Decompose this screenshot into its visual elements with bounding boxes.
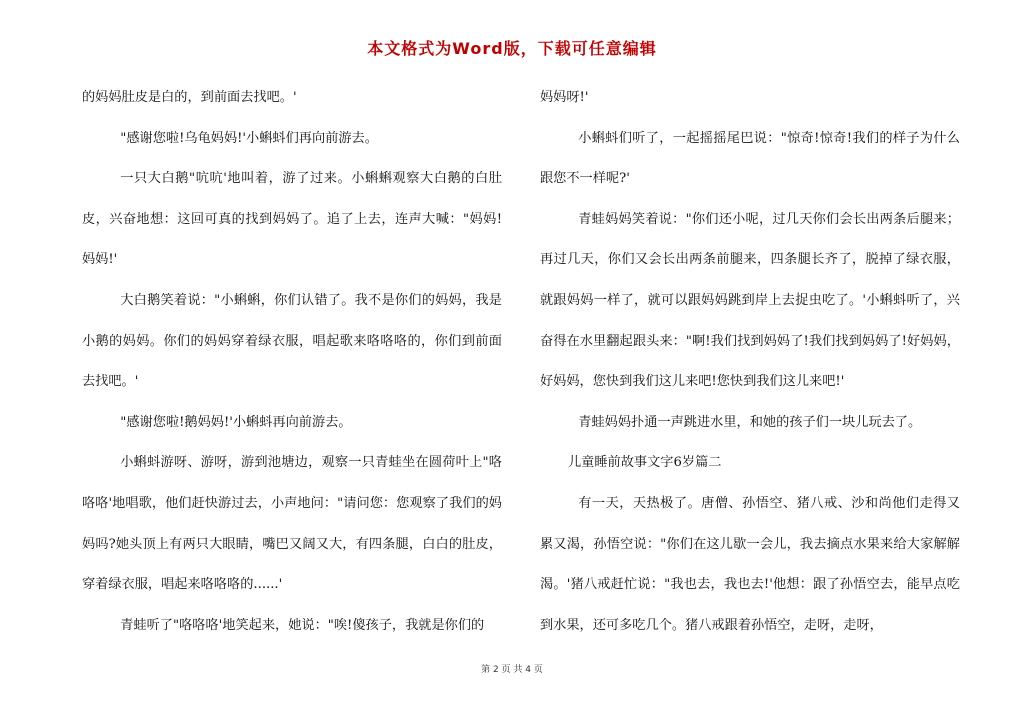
paragraph: "感谢您啦!乌龟妈妈!'小蝌蚪们再向前游去。 bbox=[120, 130, 378, 146]
paragraph: 青蛙妈妈笑着说："你们还小呢，过几天你们会长出两条后腿来；再过几天，你们又会长出两条前腿来，四条腿长齐了，脱掉了绿衣服，就跟妈妈一样了，就可以跟妈妈跳到岸上去捉虫吃了。'小蝌蚪听了，兴奋得在水里翻起跟头来："啊!我们找到妈妈了!我们找到妈妈了!好妈妈，好妈妈，您快到我们这儿来吧!您快到我们这儿来吧!' bbox=[540, 211, 960, 390]
page-number: 第 2 页 共 4 页 bbox=[481, 665, 543, 675]
paragraph: 妈妈呀!' bbox=[540, 90, 589, 105]
paragraph: 小蝌蚪游呀、游呀，游到池塘边，观察一只青蛙坐在圆荷叶上"咯咯咯'地唱歌，他们赶快游过去，小声地问："请问您：您观察了我们的妈妈吗?她头顶上有两只大眼睛，嘴巴又阔又大，有四条腿，白白的肚皮，穿着绿衣服，唱起来咯咯咯的......' bbox=[82, 455, 502, 593]
left-text-column bbox=[82, 78, 502, 646]
paragraph: 有一天，天热极了。唐僧、孙悟空、猪八戒、沙和尚他们走得又累又渴，孙悟空说："你们在这儿歇一会儿，我去摘点水果来给大家解解渴。'猪八戒赶忙说："我也去，我也去!'他想：跟了孙悟空去，能早点吃到水果，还可多吃几个。猪八戒跟着孙悟空，走呀，走呀， bbox=[540, 495, 960, 633]
paragraph: 一只大白鹅"吭吭'地叫着，游了过来。小蝌蝌观察大白鹅的白肚皮，兴奋地想：这回可真的找到妈妈了。追了上去，连声大喊："妈妈!妈妈!' bbox=[82, 171, 502, 268]
document-banner: 本文格式为Word版，下载可任意编辑 bbox=[367, 39, 657, 58]
paragraph: 的妈妈肚皮是白的，到前面去找吧。' bbox=[82, 90, 297, 105]
right-text-column bbox=[540, 78, 960, 646]
section-title: 儿童睡前故事文字6岁篇二 bbox=[568, 455, 722, 471]
paragraph: 青蛙听了"咯咯咯'地笑起来，她说："唉!傻孩子，我就是你们的 bbox=[120, 617, 485, 633]
paragraph: "感谢您啦!鹅妈妈!'小蝌蚪再向前游去。 bbox=[120, 414, 352, 430]
paragraph: 大白鹅笑着说："小蝌蝌，你们认错了。我不是你们的妈妈，我是小鹅的妈妈。你们的妈妈穿着绿衣服，唱起歌来咯咯咯的，你们到前面去找吧。' bbox=[82, 292, 502, 390]
paragraph: 小蝌蚪们听了，一起摇摇尾巴说："惊奇!惊奇!我们的样子为什么跟您不一样呢?' bbox=[540, 130, 960, 187]
paragraph: 青蛙妈妈扑通一声跳进水里，和她的孩子们一块儿玩去了。 bbox=[578, 414, 922, 430]
